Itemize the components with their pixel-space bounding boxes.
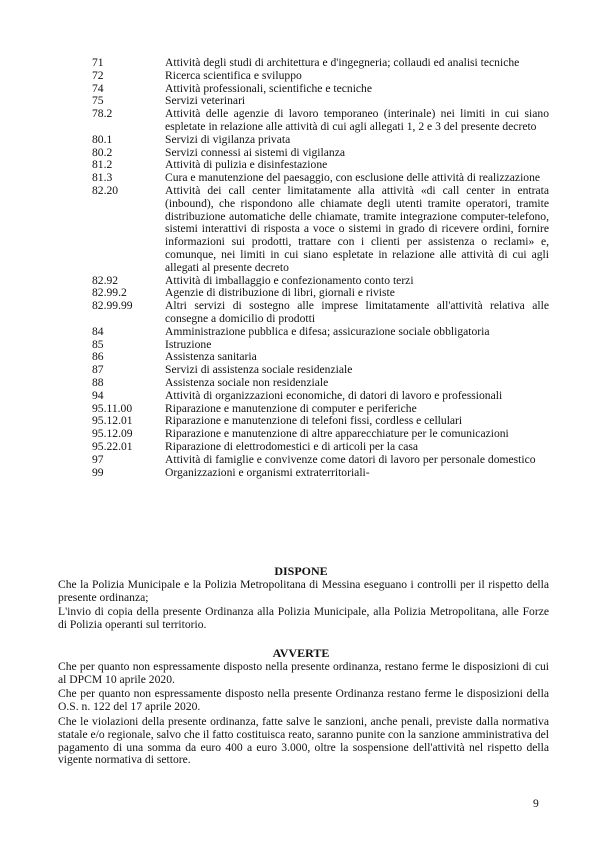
ateco-code-list: [0, 57, 602, 479]
activity-description: Servizi veterinari: [165, 94, 246, 108]
activity-code: 80.2: [92, 145, 113, 159]
activity-description: Servizi di assistenza sociale residenziale: [165, 363, 353, 377]
list-item: [0, 70, 602, 83]
activity-description: Attività dei call center limitatamente alla attività «di call center in entrata (inbound), che rispondono alle chiamate degli utenti tramite operatori, tramite distribuzione automatiche delle chiamate, tramite integrazione computer-telefono, sistemi interattivi di risposta a voce o sistemi in grado di ricevere ordini, fornire informazioni sui prodotti, trattare con i clienti per assistenza o reclami» e, comunque, nei limiti in cui siano espletate in relazione alle attività di cui agli allegati al presente decreto: [165, 183, 549, 274]
activity-code: 72: [92, 68, 104, 82]
activity-code: 78.2: [92, 107, 113, 121]
dispone-heading: DISPONE: [274, 564, 328, 578]
list-item: [0, 300, 602, 326]
activity-description: Attività di imballaggio e confezionamento conto terzi: [165, 273, 414, 287]
activity-description: Attività delle agenzie di lavoro temporaneo (interinale) nei limiti in cui siano espletate in relazione alle attività di cui agli allegati 1, 2 e 3 del presente decreto: [165, 107, 549, 133]
list-item: [0, 339, 602, 352]
dispone-paragraph-2: L'invio di copia della presente Ordinanza alla Polizia Municipale, alla Polizia Metropolitana, alle Forze di Polizia operanti sul territorio.: [58, 605, 549, 631]
activity-code: 85: [92, 337, 104, 351]
list-item: [0, 454, 602, 467]
activity-code: 71: [92, 56, 104, 69]
activity-description: Organizzazioni e organismi extraterritoriali-: [165, 465, 370, 479]
dispone-paragraph-1: Che la Polizia Municipale e la Polizia Metropolitana di Messina eseguano i controlli per il rispetto della presente ordinanza;: [58, 578, 549, 604]
list-item: [0, 83, 602, 96]
list-item: [0, 390, 602, 403]
activity-code: 97: [92, 452, 104, 466]
activity-description: Riparazione e manutenzione di telefoni fissi, cordless e cellulari: [165, 414, 463, 428]
avverte-heading: AVVERTE: [272, 646, 330, 660]
activity-code: 88: [92, 375, 104, 389]
activity-description: Attività di pulizia e disinfestazione: [165, 158, 328, 172]
activity-code: 86: [92, 350, 104, 364]
activity-code: 82.99.99: [92, 299, 133, 313]
activity-code: 87: [92, 363, 104, 377]
activity-description: Riparazione e manutenzione di computer e periferiche: [165, 401, 417, 415]
activity-description: Servizi di vigilanza privata: [165, 132, 291, 146]
activity-description: Assistenza sociale non residenziale: [165, 375, 329, 389]
avverte-paragraph-2: Che per quanto non espressamente disposto nella presente Ordinanza restano ferme le disposizioni della O.S. n. 122 del 17 aprile 2020.: [58, 687, 549, 713]
activity-code: 95.11.00: [92, 401, 133, 415]
activity-description: Servizi connessi ai sistemi di vigilanza: [165, 145, 345, 159]
list-item: [0, 428, 602, 441]
list-item: [0, 108, 602, 134]
activity-code: 82.99.2: [92, 286, 127, 300]
list-item: [0, 364, 602, 377]
activity-code: 94: [92, 388, 104, 402]
activity-description: Assistenza sanitaria: [165, 350, 257, 364]
activity-description: Attività di organizzazioni economiche, di datori di lavoro e professionali: [165, 388, 503, 402]
activity-description: Ricerca scientifica e sviluppo: [165, 68, 302, 82]
activity-code: 74: [92, 81, 104, 95]
avverte-paragraph-1: Che per quanto non espressamente disposto nella presente ordinanza, restano ferme le disposizioni di cui al DPCM 10 aprile 2020.: [58, 660, 549, 686]
list-item: [0, 467, 602, 480]
activity-code: 95.22.01: [92, 439, 133, 453]
activity-code: 95.12.01: [92, 414, 133, 428]
list-item: [0, 134, 602, 147]
activity-description: Cura e manutenzione del paesaggio, con esclusione delle attività di realizzazione: [165, 171, 541, 185]
activity-description: Riparazione di elettrodomestici e di articoli per la casa: [165, 439, 419, 453]
list-item: [0, 57, 602, 70]
list-item: [0, 185, 602, 275]
activity-code: 95.12.09: [92, 427, 133, 441]
activity-description: Amministrazione pubblica e difesa; assicurazione sociale obbligatoria: [165, 324, 490, 338]
activity-description: Agenzie di distribuzione di libri, giornali e riviste: [165, 286, 395, 300]
activity-description: Altri servizi di sostegno alle imprese limitatamente all'attività relativa alle consegne a domicilio di prodotti: [165, 299, 549, 325]
activity-description: Attività di famiglie e convivenze come datori di lavoro per personale domestico: [165, 452, 536, 466]
activity-description: Attività professionali, scientifiche e tecniche: [165, 81, 373, 95]
activity-code: 80.1: [92, 132, 113, 146]
activity-description: Istruzione: [165, 337, 212, 351]
list-item: [0, 377, 602, 390]
activity-code: 75: [92, 94, 104, 108]
activity-code: 81.3: [92, 171, 113, 185]
activity-description: Attività degli studi di architettura e d'ingegneria; collaudi ed analisi tecniche: [165, 56, 520, 69]
activity-code: 82.20: [92, 183, 119, 197]
list-item: [0, 441, 602, 454]
page-number: 9: [533, 797, 539, 810]
activity-code: 84: [92, 324, 104, 338]
avverte-paragraph-3: Che le violazioni della presente ordinanza, fatte salve le sanzioni, anche penali, previste dalla normativa statale e/o regionale, salvo che il fatto costituisca reato, saranno punite con la sanzione amministrativa del pagamento di una somma da euro 400 a euro 3.000, oltre la sospensione dell'attività nel rispetto della vigente normativa di settore.: [58, 715, 549, 767]
activity-code: 82.92: [92, 273, 119, 287]
list-item: [0, 326, 602, 339]
activity-code: 99: [92, 465, 104, 479]
activity-code: 81.2: [92, 158, 113, 172]
activity-description: Riparazione e manutenzione di altre apparecchiature per le comunicazioni: [165, 427, 509, 441]
